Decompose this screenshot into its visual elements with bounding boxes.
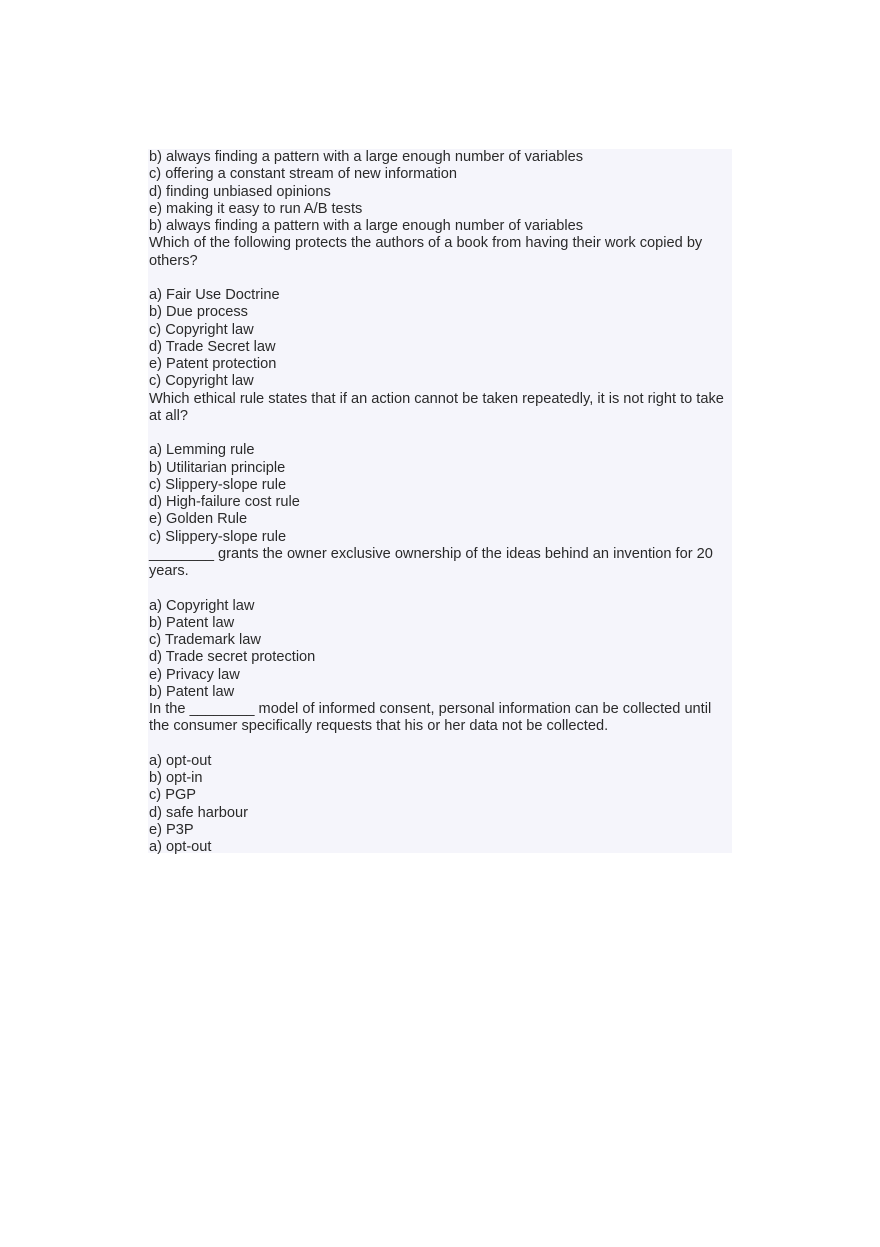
leading-line: e) making it easy to run A/B tests bbox=[149, 200, 363, 217]
blank-line bbox=[149, 270, 732, 287]
option-item: e) Privacy law bbox=[149, 666, 240, 683]
option-item: a) Copyright law bbox=[149, 597, 255, 614]
option-item: c) Copyright law bbox=[149, 321, 254, 338]
question-text: In the ________ model of informed consent, personal information can be collected until the consumer specifically requests that his or her data not be collected. bbox=[149, 701, 712, 735]
question-text: ________ grants the owner exclusive ownership of the ideas behind an invention for 20 years. bbox=[149, 545, 713, 579]
question-text: Which ethical rule states that if an action cannot be taken repeatedly, it is not right to take at all? bbox=[149, 390, 724, 424]
answer-line: c) Copyright law bbox=[149, 373, 254, 390]
option-item: e) Patent protection bbox=[149, 356, 277, 372]
option-item: b) Patent law bbox=[149, 614, 235, 631]
leading-line: d) finding unbiased opinions bbox=[149, 183, 331, 200]
answer-line: a) opt-out bbox=[149, 839, 212, 855]
question-text: Which of the following protects the authors of a book from having their work copied by others? bbox=[149, 235, 703, 269]
option-item: b) Due process bbox=[149, 304, 248, 321]
answer-line: c) Slippery-slope rule bbox=[149, 528, 287, 545]
leading-line: c) offering a constant stream of new information bbox=[149, 166, 457, 183]
blank-line bbox=[149, 580, 732, 597]
leading-answer-line: b) always finding a pattern with a large enough number of variables bbox=[149, 218, 584, 234]
question-block-1 bbox=[149, 235, 732, 390]
option-item: e) Golden Rule bbox=[149, 511, 248, 528]
options-list bbox=[149, 442, 732, 528]
leading-line: b) always finding a pattern with a large enough number of variables bbox=[149, 149, 584, 165]
answer-line: b) Patent law bbox=[149, 683, 235, 700]
option-item: b) Utilitarian principle bbox=[149, 459, 286, 476]
option-item: d) Trade secret protection bbox=[149, 649, 316, 666]
options-list bbox=[149, 598, 732, 684]
options-list bbox=[149, 287, 732, 373]
option-item: c) Trademark law bbox=[149, 632, 261, 648]
quiz-content-block bbox=[148, 149, 732, 853]
question-block-4 bbox=[149, 701, 732, 856]
option-item: d) safe harbour bbox=[149, 804, 248, 821]
options-list bbox=[149, 753, 732, 839]
option-item: d) High-failure cost rule bbox=[149, 494, 300, 510]
question-block-2 bbox=[149, 391, 732, 546]
option-item: a) Lemming rule bbox=[149, 442, 255, 459]
option-item: b) opt-in bbox=[149, 770, 203, 786]
blank-line bbox=[149, 736, 732, 753]
question-block-3 bbox=[149, 546, 732, 701]
option-item: a) opt-out bbox=[149, 752, 212, 769]
option-item: a) Fair Use Doctrine bbox=[149, 287, 280, 303]
option-item: d) Trade Secret law bbox=[149, 338, 276, 355]
option-item: e) P3P bbox=[149, 821, 194, 838]
option-item: c) Slippery-slope rule bbox=[149, 476, 287, 493]
option-item: c) PGP bbox=[149, 787, 197, 804]
leading-answer-lines bbox=[149, 149, 732, 235]
blank-line bbox=[149, 425, 732, 442]
